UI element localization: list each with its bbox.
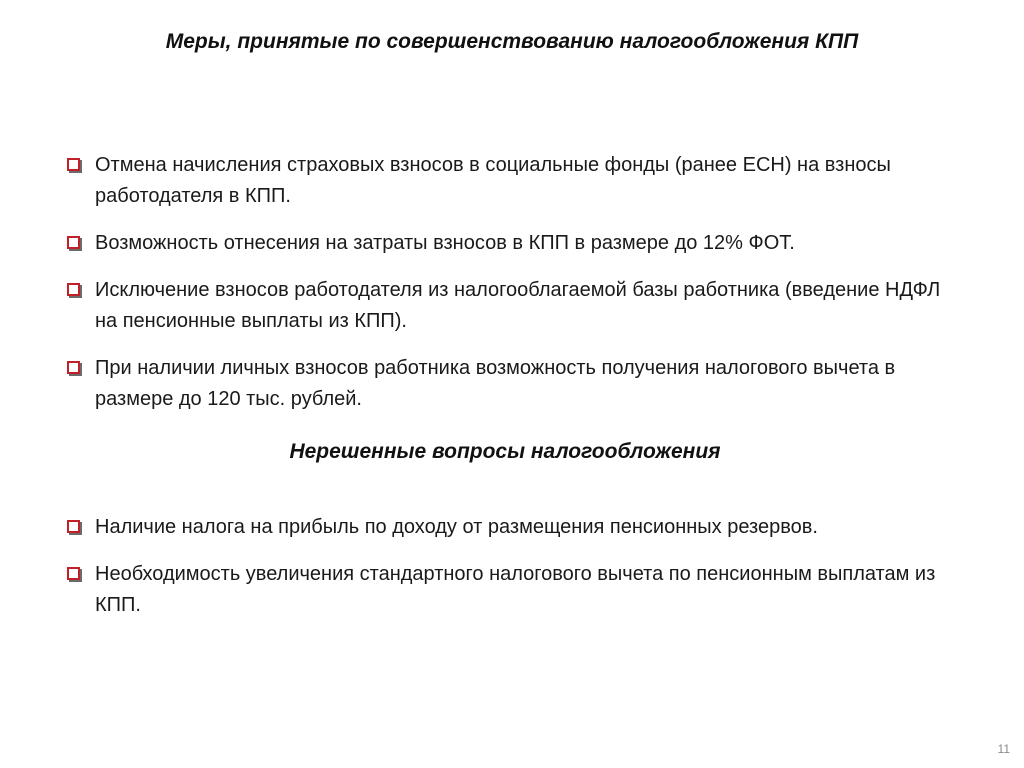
checkbox-bullet-icon bbox=[67, 158, 80, 171]
list-item bbox=[66, 512, 966, 543]
slide-title: Меры, принятые по совершенствованию налогообложения КПП bbox=[165, 30, 859, 53]
list-item-text: Наличие налога на прибыль по доходу от размещения пенсионных резервов. bbox=[95, 516, 818, 538]
checkbox-bullet-icon bbox=[67, 361, 80, 374]
list-item bbox=[66, 559, 966, 621]
list-item-text: Необходимость увеличения стандартного налогового вычета по пенсионным выплатам из КПП. bbox=[95, 563, 936, 616]
list-item-text: При наличии личных взносов работника возможность получения налогового вычета в размере до 120 тыс. рублей. bbox=[95, 357, 896, 410]
list-item bbox=[66, 353, 966, 415]
checkbox-bullet-icon bbox=[67, 236, 80, 249]
unresolved-list bbox=[66, 512, 966, 621]
checkbox-bullet-icon bbox=[67, 567, 80, 580]
measures-list bbox=[66, 150, 966, 415]
list-item-text: Отмена начисления страховых взносов в социальные фонды (ранее ЕСН) на взносы работодателя в КПП. bbox=[95, 154, 891, 207]
checkbox-bullet-icon bbox=[67, 283, 80, 296]
list-item-text: Исключение взносов работодателя из налогооблагаемой базы работника (введение НДФЛ на пенсионные выплаты из КПП). bbox=[95, 279, 941, 332]
page-number: 11 bbox=[997, 742, 1010, 756]
list-item bbox=[66, 228, 966, 259]
list-item bbox=[66, 150, 966, 212]
list-item bbox=[66, 275, 966, 337]
checkbox-bullet-icon bbox=[67, 520, 80, 533]
list-item-text: Возможность отнесения на затраты взносов в КПП в размере до 12% ФОТ. bbox=[95, 232, 795, 254]
unresolved-section-title: Нерешенные вопросы налогообложения bbox=[289, 440, 721, 463]
